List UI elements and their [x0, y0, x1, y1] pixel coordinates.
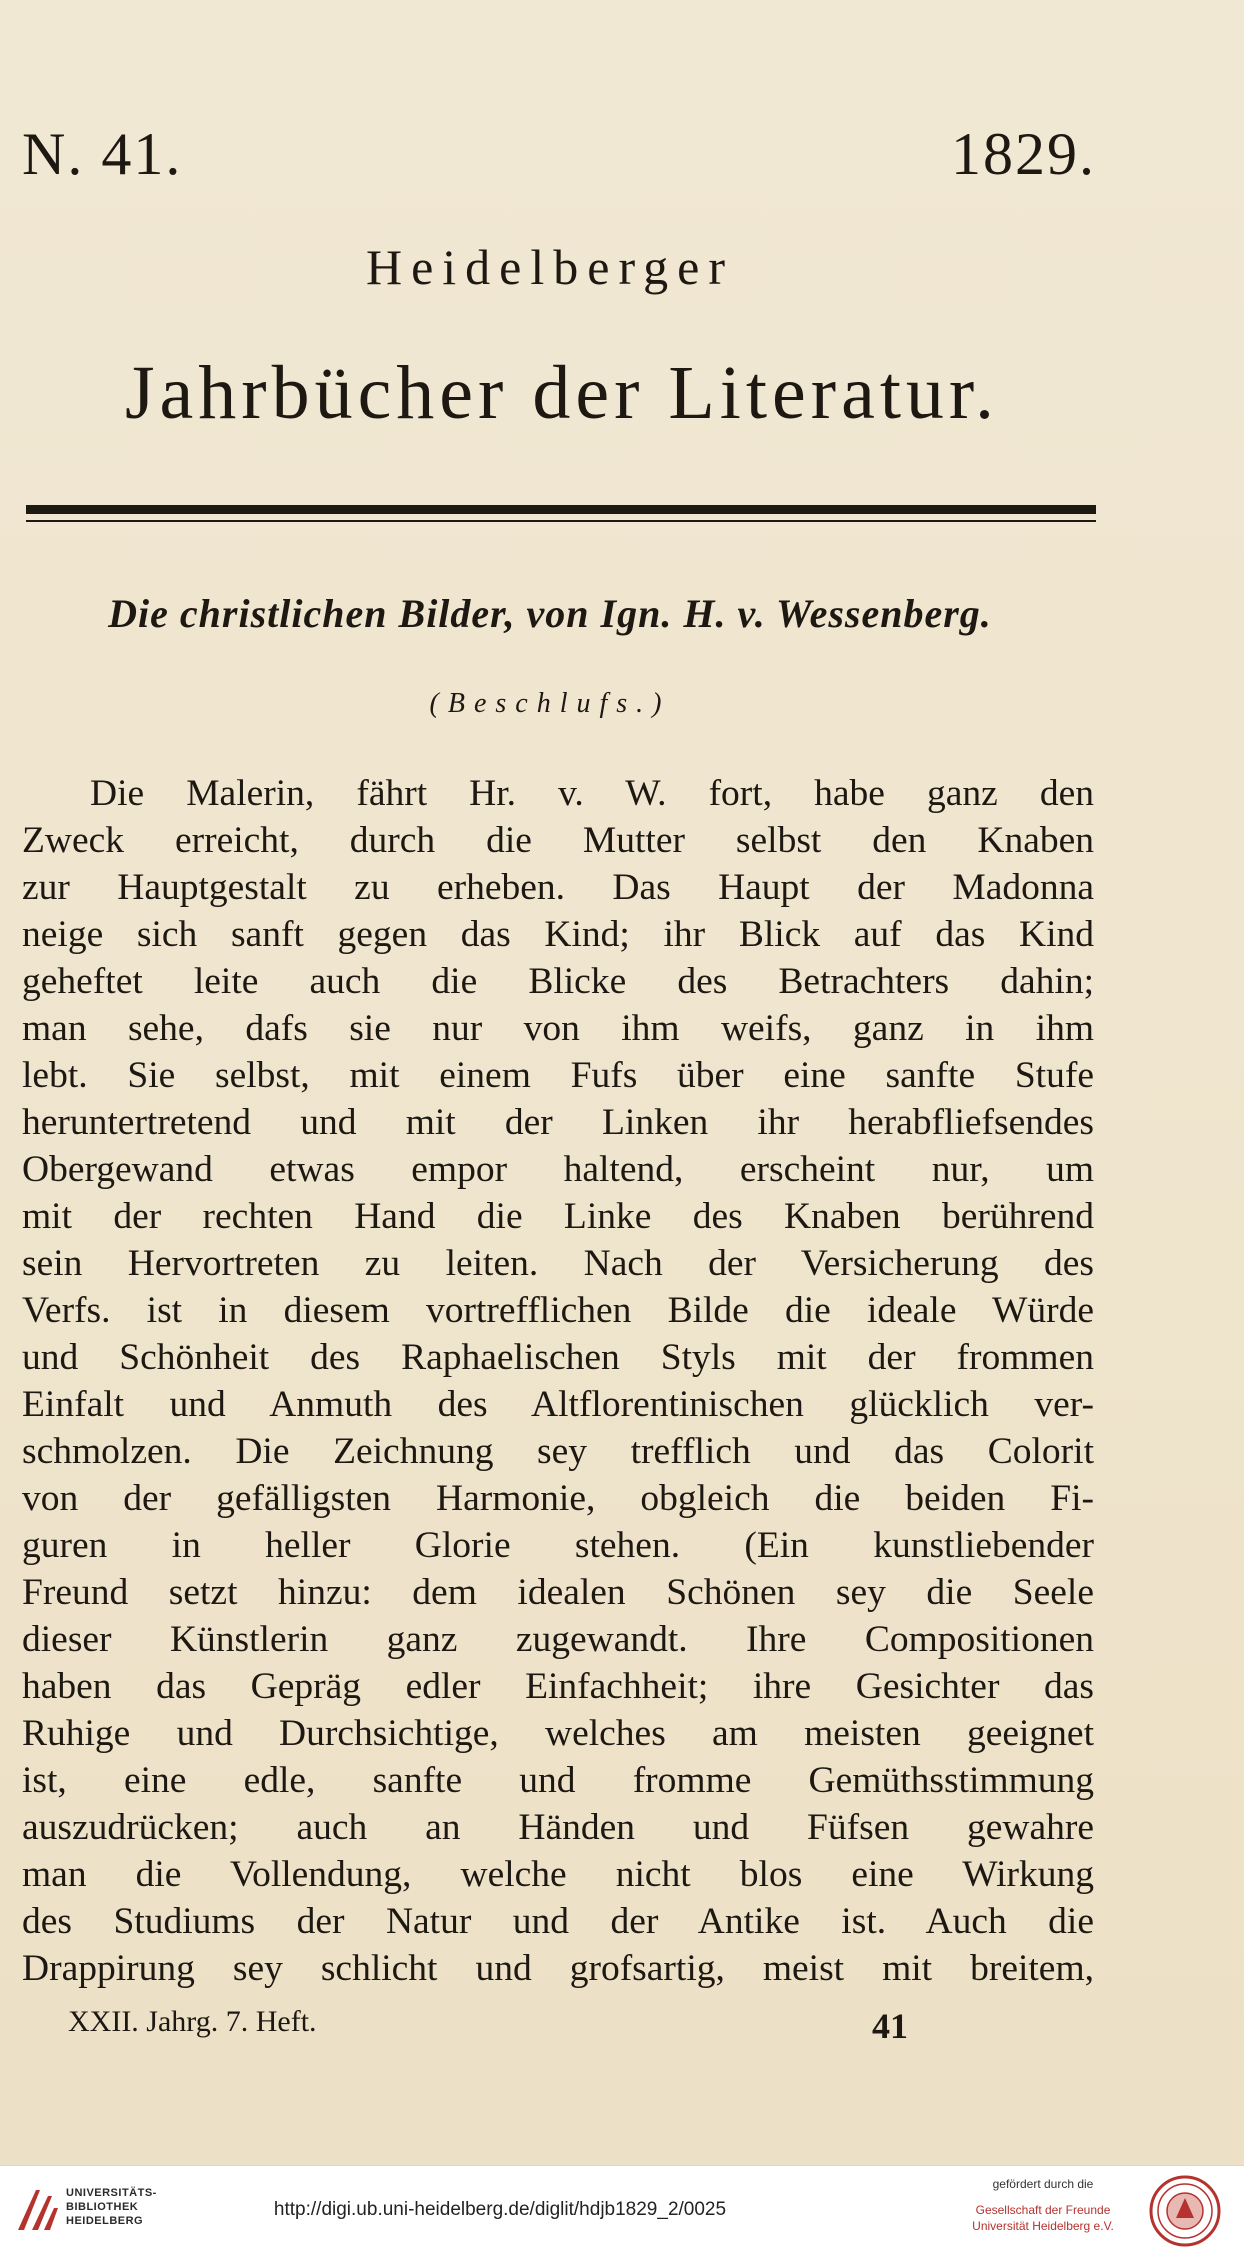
- page-footer: [68, 2005, 908, 2047]
- text-line: ist, eine edle, sanfte und fromme Gemüthsstimmung: [22, 1760, 1094, 1801]
- text-line: man sehe, dafs sie nur von ihm weifs, ganz in ihm: [22, 1008, 1094, 1049]
- sponsor-name-line1: Gesellschaft der Freunde: [975, 2203, 1111, 2217]
- text-line: guren in heller Glorie stehen. (Ein kunstliebender: [22, 1525, 1094, 1566]
- conclusion-note: (Beschlufs.): [429, 688, 671, 719]
- sponsor-label: gefördert durch die: [992, 2177, 1094, 2191]
- text-line: Freund setzt hinzu: dem idealen Schönen sey die Seele: [22, 1572, 1094, 1613]
- text-line: dieser Künstlerin ganz zugewandt. Ihre Compositionen: [22, 1619, 1094, 1660]
- issue-header: [22, 120, 1096, 189]
- text-line: Obergewand etwas empor haltend, erscheint nur, um: [22, 1149, 1094, 1190]
- page-number: 41: [872, 2006, 908, 2046]
- library-name: UNIVERSITÄTS- BIBLIOTHEK HEIDELBERG: [66, 2187, 157, 2227]
- text-line: mit der rechten Hand die Linke des Knaben berührend: [22, 1196, 1094, 1237]
- text-line: zur Hauptgestalt zu erheben. Das Haupt der Madonna: [22, 867, 1094, 908]
- sponsor-note: [968, 2176, 1118, 2234]
- text-line: heruntertretend und mit der Linken ihr herabfliefsendes: [22, 1102, 1094, 1143]
- text-line: neige sich sanft gegen das Kind; ihr Blick auf das Kind: [22, 914, 1094, 955]
- text-line: des Studiums der Natur und der Antike ist. Auch die: [22, 1901, 1094, 1942]
- text-line: auszudrücken; auch an Händen und Füfsen gewahre: [22, 1807, 1094, 1848]
- text-line: schmolzen. Die Zeichnung sey trefflich und das Colorit: [22, 1431, 1094, 1472]
- source-url-link[interactable]: http://digi.ub.uni-heidelberg.de/diglit/hdjb1829_2/0025: [273, 2199, 727, 2220]
- text-line: Ruhige und Durchsichtige, welches am meisten geeignet: [22, 1713, 1094, 1754]
- issue-number: N. 41.: [22, 121, 183, 187]
- volume-signature: XXII. Jahrg. 7. Heft.: [68, 2005, 317, 2038]
- issue-year: 1829.: [951, 121, 1096, 187]
- sponsor-name-line2: Universität Heidelberg e.V.: [972, 2219, 1114, 2233]
- text-line: Drappirung sey schlicht und grofsartig, meist mit breitem,: [22, 1948, 1094, 1989]
- article-title: Die christlichen Bilder, von Ign. H. v. Wessenberg.: [108, 591, 992, 636]
- text-line: von der gefälligsten Harmonie, obgleich die beiden Fi-: [22, 1478, 1094, 1519]
- text-line: sein Hervortreten zu leiten. Nach der Versicherung des: [22, 1243, 1094, 1284]
- text-line: haben das Gepräg edler Einfachheit; ihre Gesichter das: [22, 1666, 1094, 1707]
- journal-title: Jahrbücher der Literatur.: [124, 351, 1000, 435]
- university-seal-icon: [1148, 2174, 1222, 2253]
- text-line: Einfalt und Anmuth des Altflorentinischen glücklich ver-: [22, 1384, 1094, 1425]
- text-line: Die Malerin, fährt Hr. v. W. fort, habe ganz den: [90, 773, 1094, 814]
- text-line: man die Vollendung, welche nicht blos eine Wirkung: [22, 1854, 1094, 1895]
- text-line: Zweck erreicht, durch die Mutter selbst den Knaben: [22, 820, 1094, 861]
- title-rule-thick: [26, 505, 1096, 514]
- text-line: und Schönheit des Raphaelischen Styls mit der frommen: [22, 1337, 1094, 1378]
- text-line: geheftet leite auch die Blicke des Betrachters dahin;: [22, 961, 1094, 1002]
- text-line: lebt. Sie selbst, mit einem Fufs über eine sanfte Stufe: [22, 1055, 1094, 1096]
- digitization-banner: [0, 2165, 1244, 2254]
- title-rule-thin: [26, 520, 1096, 522]
- article-body: [22, 770, 1094, 1992]
- text-line: Verfs. ist in diesem vortrefflichen Bilde die ideale Würde: [22, 1290, 1094, 1331]
- journal-subtitle: Heidelberger: [365, 239, 735, 295]
